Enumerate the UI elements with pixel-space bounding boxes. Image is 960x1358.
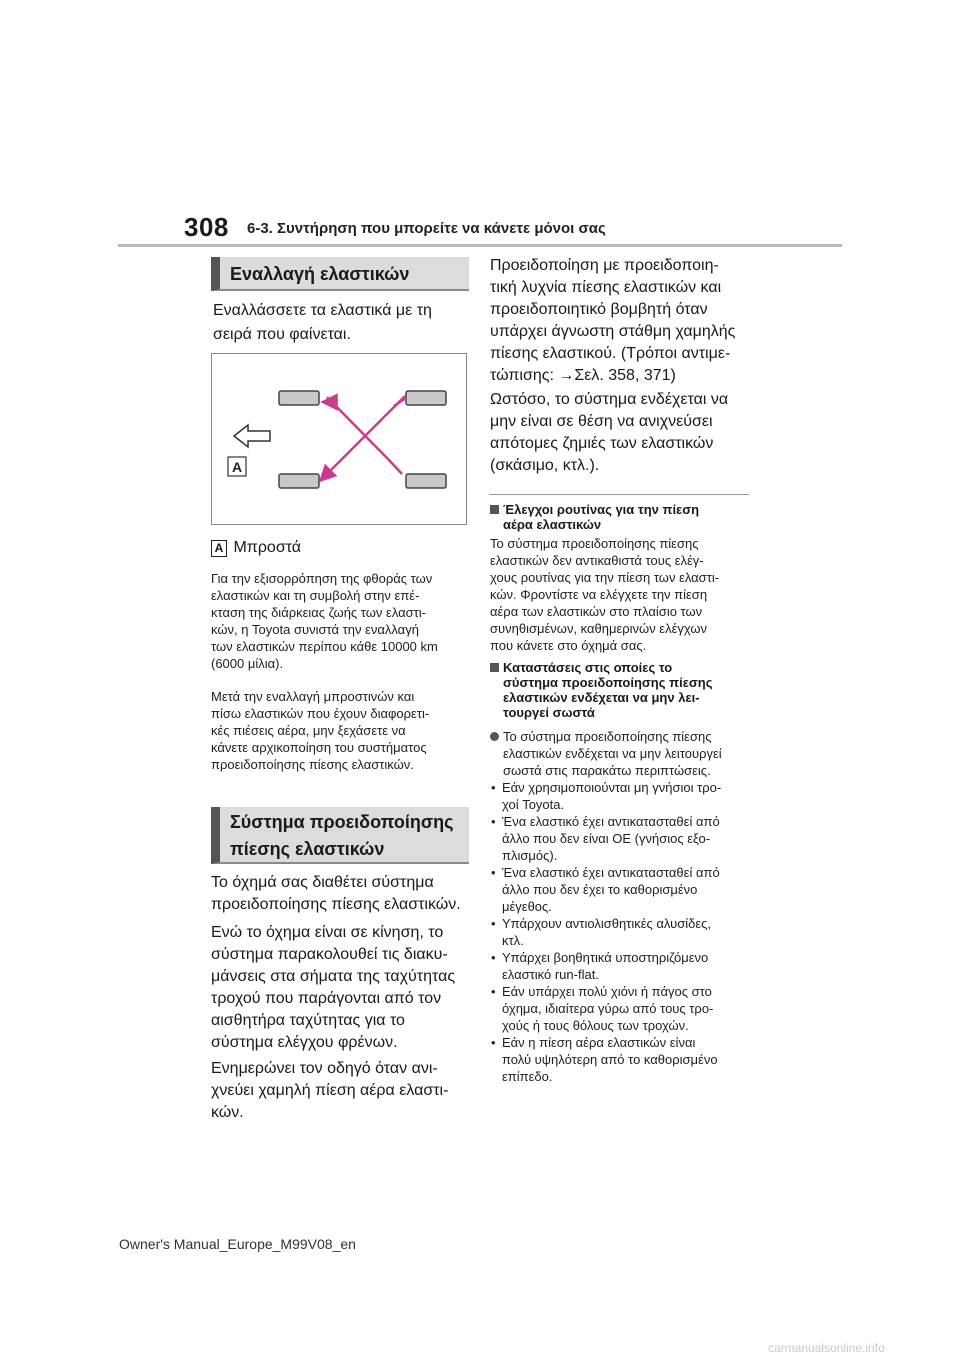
text-line: τροχού που παράγονται από τον xyxy=(211,990,442,1007)
heading-tpws xyxy=(211,807,469,864)
text-line: • Ένα ελαστικό έχει αντικατασταθεί από xyxy=(502,865,720,880)
malfunction-intro xyxy=(490,728,755,779)
intro-line: Εναλλάσσετε τα ελαστικά με τη xyxy=(213,302,432,319)
text-line: προειδοποίησης πίεσης ελαστικών. xyxy=(211,757,414,772)
text-line: ελαστικών και τη συμβολή στην επέ- xyxy=(211,588,420,603)
legend-a-text: Μπροστά xyxy=(233,539,302,556)
subsection-rule xyxy=(489,494,749,495)
text-line: • Υπάρχουν αντιολισθητικές αλυσίδες, xyxy=(502,916,712,931)
text-line: • Εάν χρησιμοποιούνται μη γνήσιοι τρο- xyxy=(502,780,722,795)
text-line: ελαστικών δεν αντικαθιστά τους ελέγ- xyxy=(490,553,704,568)
text-line: Το σύστημα προειδοποίησης πίεσης xyxy=(490,536,699,551)
subheading-line: ελαστικών ενδέχεται να μην λει- xyxy=(503,690,700,705)
text-line: Το όχημά σας διαθέτει σύστημα xyxy=(211,874,434,891)
tire-rear-left xyxy=(406,391,446,405)
text-line: κές πιέσεις αέρα, μην ξεχάσετε να xyxy=(211,723,406,738)
tpws-para-3 xyxy=(211,1058,476,1124)
text-line: απότομες ζημιές των ελαστικών xyxy=(490,435,714,452)
page-number: 308 xyxy=(184,212,229,242)
footer-manual-id: Owner's Manual_Europe_M99V08_en xyxy=(119,1236,356,1252)
list-item xyxy=(490,864,755,915)
list-item xyxy=(490,1034,755,1085)
header-rule xyxy=(118,244,842,247)
tire-front-right xyxy=(279,474,319,488)
warning-para xyxy=(490,255,755,387)
text-line: κταση της διάρκειας ζωής των ελαστι- xyxy=(211,605,427,620)
line-diagonal-1b xyxy=(388,459,402,474)
text-line: χνεύει χαμηλή πίεση αέρα ελαστι- xyxy=(211,1082,449,1099)
text-line: τική λυχνία πίεσης ελαστικών και xyxy=(490,279,722,296)
tire-front-left xyxy=(279,391,319,405)
text-line: μέγεθος. xyxy=(502,899,552,914)
text-line: προειδοποίησης πίεσης ελαστικών. xyxy=(211,896,461,913)
front-arrow-icon xyxy=(234,425,270,447)
text-line: χούς ή τους θόλους των τροχών. xyxy=(502,1018,689,1033)
text-line: προειδοποιητικό βομβητή όταν xyxy=(490,301,708,318)
text-line: άλλο που δεν έχει το καθορισμένο xyxy=(502,882,698,897)
text-line: πίεσης ελαστικού. (Τρόποι αντιμε- xyxy=(490,345,731,362)
list-item xyxy=(490,949,755,983)
subheading-line: σύστημα προειδοποίησης πίεσης xyxy=(503,675,713,690)
text-line: Ωστόσο, το σύστημα ενδέχεται να xyxy=(490,391,729,408)
text-line: σύστημα ελέγχου φρένων. xyxy=(211,1034,398,1051)
section-title: 6-3. Συντήρηση που μπορείτε να κάνετε μόνοι σας xyxy=(247,220,606,237)
text-line: σύστημα παρακολουθεί τις διακυ- xyxy=(211,946,448,963)
text-line: πολύ υψηλότερη από το καθορισμένο xyxy=(502,1052,718,1067)
rotation-para-2 xyxy=(211,688,476,773)
subheading-line: Έλεγχοι ρουτίνας για την πίεση xyxy=(503,502,700,517)
text-line: κών. xyxy=(211,1104,244,1121)
limitation-para xyxy=(490,389,755,477)
subheading-line: Καταστάσεις στις οποίες το xyxy=(503,660,673,675)
text-line: μην είναι σε θέση να ανιχνεύσει xyxy=(490,413,713,430)
list-item xyxy=(490,915,755,949)
text-line: Μετά την εναλλαγή μπροστινών και xyxy=(211,689,415,704)
tpws-para-2 xyxy=(211,922,476,1054)
text-line: (σκάσιμο, κτλ.). xyxy=(490,457,600,474)
subheading-malfunction-cases xyxy=(490,660,755,720)
intro-text xyxy=(213,300,468,346)
malfunction-list xyxy=(490,779,755,1085)
arrow-diagonal-2 xyxy=(320,396,405,481)
tpws-para-1 xyxy=(211,872,476,916)
text-line: πίσω ελαστικών που έχουν διαφορετι- xyxy=(211,706,430,721)
text-line: κών. Φροντίστε να ελέγχετε την πίεση xyxy=(490,587,708,602)
text-line: • Εάν η πίεση αέρα ελαστικών είναι xyxy=(502,1035,696,1050)
heading-tire-rotation: Εναλλαγή ελαστικών xyxy=(211,257,469,291)
heading-line: πίεσης ελαστικών xyxy=(230,839,385,859)
text-line: ελαστικό run-flat. xyxy=(502,967,599,982)
subheading-line: αέρα ελαστικών xyxy=(503,517,602,532)
rotation-para-1 xyxy=(211,570,476,672)
text-line: που κάνετε στο όχημά σας. xyxy=(490,638,647,653)
line-diagonal-1 xyxy=(327,397,388,459)
text-line: Ενημερώνει τον οδηγό όταν ανι- xyxy=(211,1060,438,1077)
text-line: • Υπάρχει βοηθητικά υποστηριζόμενο xyxy=(502,950,709,965)
label-a-text: A xyxy=(231,459,243,475)
tire-rear-right xyxy=(406,474,446,488)
text-line: κτλ. xyxy=(502,933,524,948)
dot-bullet-icon xyxy=(490,732,499,741)
subheading-routine-checks xyxy=(490,502,755,532)
text-line: μάνσεις στα σήματα της ταχύτητας xyxy=(211,968,456,985)
text-line: κών, η Toyota συνιστά την εναλλαγή xyxy=(211,622,419,637)
text-line: • Ένα ελαστικό έχει αντικατασταθεί από xyxy=(502,814,720,829)
page-reference-link[interactable]: τώπισης: →Σελ. 358, 371) xyxy=(490,367,676,384)
text-line: (6000 μίλια). xyxy=(211,656,284,671)
list-item xyxy=(490,983,755,1034)
text-line: χοί Toyota. xyxy=(502,797,565,812)
text-line: Ενώ το όχημα είναι σε κίνηση, το xyxy=(211,924,444,941)
square-bullet-icon xyxy=(490,663,499,672)
list-item xyxy=(490,813,755,864)
text-line: Το σύστημα προειδοποίησης πίεσης xyxy=(503,729,712,744)
text-line: χους ρουτίνας για την πίεση των ελαστι- xyxy=(490,570,720,585)
text-line: Για την εξισορρόπηση της φθοράς των xyxy=(211,571,433,586)
routine-checks-text xyxy=(490,535,755,654)
text-line: άλλο που δεν είναι OE (γνήσιος εξο- xyxy=(502,831,711,846)
text-line: πλισμός). xyxy=(502,848,558,863)
watermark[interactable]: carmanualsonline.info xyxy=(768,1341,885,1355)
intro-line: σειρά που φαίνεται. xyxy=(213,326,351,343)
text-line: των ελαστικών περίπου κάθε 10000 km xyxy=(211,639,438,654)
heading-line: Σύστημα προειδοποίησης xyxy=(230,812,454,832)
text-line: αέρα των ελαστικών στο πλαίσιο των xyxy=(490,604,703,619)
text-line: όχημα, ιδιαίτερα γύρω από τους τρο- xyxy=(502,1001,714,1016)
text-line: • Εάν υπάρχει πολύ χιόνι ή πάγος στο xyxy=(502,984,712,999)
text-line: επίπεδο. xyxy=(502,1069,553,1084)
legend-a xyxy=(211,537,301,559)
legend-a-box: A xyxy=(211,540,227,557)
text-line: ελαστικών ενδέχεται να μην λειτουργεί xyxy=(503,746,722,761)
text-line: υπάρχει άγνωστη στάθμη χαμηλής xyxy=(490,323,736,340)
text-line: Προειδοποίηση με προειδοποιη- xyxy=(490,257,719,274)
text-line: αισθητήρα ταχύτητας για το xyxy=(211,1012,405,1029)
subheading-line: τουργεί σωστά xyxy=(503,705,595,720)
list-item xyxy=(490,779,755,813)
text-line: συνηθισμένων, καθημερινών ελέγχων xyxy=(490,621,708,636)
tire-rotation-diagram xyxy=(211,353,467,525)
rotation-svg xyxy=(212,354,466,524)
square-bullet-icon xyxy=(490,505,499,514)
text-line: κάνετε αρχικοποίηση του συστήματος xyxy=(211,740,427,755)
text-line: σωστά στις παρακάτω περιπτώσεις. xyxy=(503,763,711,778)
